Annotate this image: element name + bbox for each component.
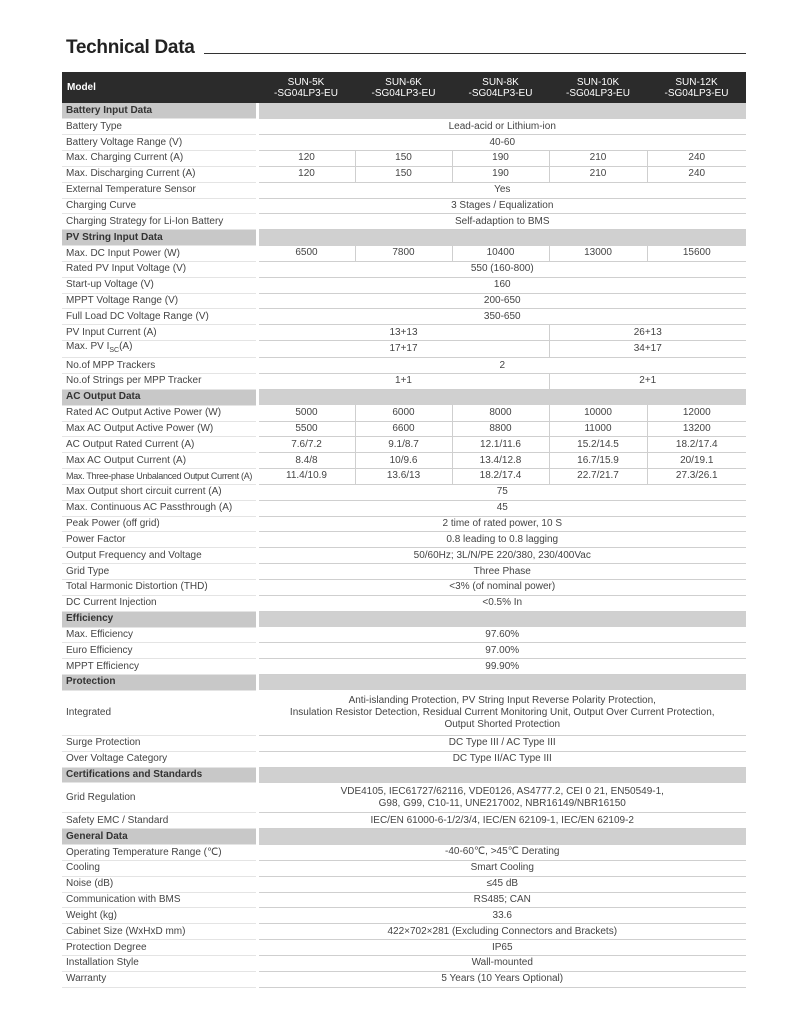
row-label: MPPT Voltage Range (V) — [62, 293, 257, 309]
model-column-header: SUN-12K -SG04LP3-EU — [647, 72, 746, 103]
title-rule — [204, 53, 746, 54]
cell-value: 9.1/8.7 — [355, 437, 452, 453]
row-label: Peak Power (off grid) — [62, 516, 257, 532]
row-label: DC Current Injection — [62, 595, 257, 611]
table-row — [62, 469, 746, 485]
table-row — [62, 564, 746, 580]
cell-value: 6000 — [355, 405, 452, 421]
cell-value: 75 — [257, 484, 746, 500]
row-label: Communication with BMS — [62, 892, 257, 908]
cell-value: Yes — [257, 182, 746, 198]
row-label: Grid Regulation — [62, 783, 257, 813]
cell-value: <0.5% In — [257, 595, 746, 611]
row-label: Max. DC Input Power (W) — [62, 246, 257, 262]
table-row — [62, 579, 746, 595]
cell-value: 10400 — [452, 246, 549, 262]
table-body — [62, 103, 746, 987]
model-column-header: SUN-10K -SG04LP3-EU — [549, 72, 647, 103]
cell-value: 97.00% — [257, 643, 746, 659]
model-column-header: SUN-5K -SG04LP3-EU — [257, 72, 355, 103]
cell-value: 190 — [452, 151, 549, 167]
row-label: Rated AC Output Active Power (W) — [62, 405, 257, 421]
row-label: Rated PV Input Voltage (V) — [62, 261, 257, 277]
cell-value: 8000 — [452, 405, 549, 421]
cell-value: Lead-acid or Lithium-ion — [257, 119, 746, 135]
row-label: Over Voltage Category — [62, 751, 257, 767]
table-row — [62, 198, 746, 214]
row-label-text: Max. PV I — [66, 341, 110, 353]
section-title: PV String Input Data — [62, 230, 257, 246]
row-label: Max. Charging Current (A) — [62, 151, 257, 167]
table-row — [62, 659, 746, 675]
cell-value: 34+17 — [549, 341, 746, 358]
table-row — [62, 358, 746, 374]
cell-value: 45 — [257, 500, 746, 516]
cell-value: 11.4/10.9 — [257, 469, 355, 485]
table-row — [62, 548, 746, 564]
cell-value: 12000 — [647, 405, 746, 421]
row-label: Full Load DC Voltage Range (V) — [62, 309, 257, 325]
table-row — [62, 182, 746, 198]
cell-value: 40-60 — [257, 135, 746, 151]
cell-value: 26+13 — [549, 325, 746, 341]
section-header-row — [62, 675, 746, 691]
cell-value: 7800 — [355, 246, 452, 262]
row-label: Installation Style — [62, 956, 257, 972]
cell-value: 240 — [647, 166, 746, 182]
table-row — [62, 813, 746, 829]
cell-value: 18.2/17.4 — [647, 437, 746, 453]
row-label: Weight (kg) — [62, 908, 257, 924]
cell-value: 1+1 — [257, 374, 549, 390]
table-row — [62, 119, 746, 135]
row-label: Operating Temperature Range (℃) — [62, 845, 257, 861]
cell-value: 2+1 — [549, 374, 746, 390]
section-fill — [257, 103, 746, 119]
cell-value: 3 Stages / Equalization — [257, 198, 746, 214]
cell-value: Self-adaption to BMS — [257, 214, 746, 230]
section-header-row — [62, 767, 746, 783]
table-row — [62, 516, 746, 532]
cell-value: 33.6 — [257, 908, 746, 924]
row-label: Max. Discharging Current (A) — [62, 166, 257, 182]
section-title: AC Output Data — [62, 389, 257, 405]
section-title: Battery Input Data — [62, 103, 257, 119]
section-title: Certifications and Standards — [62, 767, 257, 783]
cell-value: 5000 — [257, 405, 355, 421]
cell-value: 2 time of rated power, 10 S — [257, 516, 746, 532]
row-label: Euro Efficiency — [62, 643, 257, 659]
cell-value: 16.7/15.9 — [549, 453, 647, 469]
cell-value: Three Phase — [257, 564, 746, 580]
cell-value: 15600 — [647, 246, 746, 262]
row-label: Cooling — [62, 860, 257, 876]
table-row — [62, 421, 746, 437]
table-row — [62, 643, 746, 659]
table-row — [62, 735, 746, 751]
table-row — [62, 293, 746, 309]
row-label: Max AC Output Active Power (W) — [62, 421, 257, 437]
table-row — [62, 940, 746, 956]
section-title: General Data — [62, 829, 257, 845]
row-label: Safety EMC / Standard — [62, 813, 257, 829]
cell-value: <3% (of nominal power) — [257, 579, 746, 595]
table-row — [62, 261, 746, 277]
row-label: Power Factor — [62, 532, 257, 548]
table-row — [62, 453, 746, 469]
row-label: Max. Efficiency — [62, 627, 257, 643]
cell-value: 120 — [257, 151, 355, 167]
cell-value: VDE4105, IEC61727/62116, VDE0126, AS4777.2, CEI 0 21, EN50549-1, G98, G99, C10-11, UNE217002, NBR16149/NBR16150 — [257, 783, 746, 813]
row-label: Battery Type — [62, 119, 257, 135]
cell-value: 13.4/12.8 — [452, 453, 549, 469]
cell-value: 0.8 leading to 0.8 lagging — [257, 532, 746, 548]
header-row — [62, 72, 746, 103]
cell-value: Anti-islanding Protection, PV String Input Reverse Polarity Protection, Insulation Resistor Detection, Residual Current Monitoring Unit, Output Over Current Protection, Output Shorted Protection — [257, 690, 746, 735]
cell-value: 7.6/7.2 — [257, 437, 355, 453]
cell-value: IP65 — [257, 940, 746, 956]
table-row — [62, 246, 746, 262]
table-row — [62, 135, 746, 151]
table-row — [62, 500, 746, 516]
cell-value: 22.7/21.7 — [549, 469, 647, 485]
section-fill — [257, 829, 746, 845]
row-label-suffix: (A) — [119, 341, 133, 353]
page-title: Technical Data — [66, 37, 195, 58]
cell-value: 120 — [257, 166, 355, 182]
cell-value: -40-60℃, >45℃ Derating — [257, 845, 746, 861]
section-title: Protection — [62, 675, 257, 691]
cell-value: DC Type II/AC Type III — [257, 751, 746, 767]
table-row — [62, 783, 746, 813]
cell-value: 97.60% — [257, 627, 746, 643]
table-row — [62, 892, 746, 908]
table-row — [62, 971, 746, 987]
row-label: PV Input Current (A) — [62, 325, 257, 341]
cell-value: 5 Years (10 Years Optional) — [257, 971, 746, 987]
row-label: AC Output Rated Current (A) — [62, 437, 257, 453]
model-header: Model — [62, 72, 257, 103]
cell-value: 8.4/8 — [257, 453, 355, 469]
cell-value: RS485; CAN — [257, 892, 746, 908]
model-column-header: SUN-8K -SG04LP3-EU — [452, 72, 549, 103]
cell-value: 550 (160-800) — [257, 261, 746, 277]
row-label: Max. Continuous AC Passthrough (A) — [62, 500, 257, 516]
section-header-row — [62, 829, 746, 845]
cell-value: Smart Cooling — [257, 860, 746, 876]
cell-value: 17+17 — [257, 341, 549, 358]
cell-value: 150 — [355, 151, 452, 167]
table-row — [62, 908, 746, 924]
row-label: Start-up Voltage (V) — [62, 277, 257, 293]
table-row — [62, 214, 746, 230]
cell-value: 160 — [257, 277, 746, 293]
section-header-row — [62, 230, 746, 246]
cell-value: 99.90% — [257, 659, 746, 675]
table-row — [62, 484, 746, 500]
section-fill — [257, 675, 746, 691]
table-row — [62, 627, 746, 643]
cell-value: 240 — [647, 151, 746, 167]
table-row — [62, 277, 746, 293]
row-label: Surge Protection — [62, 735, 257, 751]
row-label: Total Harmonic Distortion (THD) — [62, 579, 257, 595]
cell-value: 5500 — [257, 421, 355, 437]
row-label: External Temperature Sensor — [62, 182, 257, 198]
cell-value: 150 — [355, 166, 452, 182]
table-row — [62, 437, 746, 453]
row-label: Charging Strategy for Li-Ion Battery — [62, 214, 257, 230]
cell-value: 50/60Hz; 3L/N/PE 220/380, 230/400Vac — [257, 548, 746, 564]
cell-value: 13000 — [549, 246, 647, 262]
table-row — [62, 151, 746, 167]
cell-value: 350-650 — [257, 309, 746, 325]
table-row — [62, 532, 746, 548]
cell-value: 11000 — [549, 421, 647, 437]
cell-value: 13+13 — [257, 325, 549, 341]
technical-data-table — [62, 72, 746, 988]
section-fill — [257, 611, 746, 627]
cell-value: 10/9.6 — [355, 453, 452, 469]
section-fill — [257, 389, 746, 405]
table-row — [62, 860, 746, 876]
cell-value: 20/19.1 — [647, 453, 746, 469]
row-label: Max AC Output Current (A) — [62, 453, 257, 469]
model-column-header: SUN-6K -SG04LP3-EU — [355, 72, 452, 103]
section-header-row — [62, 103, 746, 119]
cell-value: 12.1/11.6 — [452, 437, 549, 453]
cell-value: 210 — [549, 151, 647, 167]
row-label: Max Output short circuit current (A) — [62, 484, 257, 500]
row-label: Grid Type — [62, 564, 257, 580]
row-label: Charging Curve — [62, 198, 257, 214]
row-label: Protection Degree — [62, 940, 257, 956]
table-row — [62, 374, 746, 390]
table-row — [62, 751, 746, 767]
table-row — [62, 845, 746, 861]
table-row — [62, 309, 746, 325]
row-label-subscript: SC — [109, 347, 120, 355]
table-row — [62, 325, 746, 341]
cell-value: 13.6/13 — [355, 469, 452, 485]
cell-value: 27.3/26.1 — [647, 469, 746, 485]
row-label: Warranty — [62, 971, 257, 987]
cell-value: ≤45 dB — [257, 876, 746, 892]
table-row — [62, 166, 746, 182]
cell-value: 190 — [452, 166, 549, 182]
section-title: Efficiency — [62, 611, 257, 627]
table-row — [62, 405, 746, 421]
cell-value: DC Type III / AC Type III — [257, 735, 746, 751]
cell-value: 6600 — [355, 421, 452, 437]
row-label: Battery Voltage Range (V) — [62, 135, 257, 151]
cell-value: 422×702×281 (Excluding Connectors and Brackets) — [257, 924, 746, 940]
cell-value: 8800 — [452, 421, 549, 437]
section-fill — [257, 767, 746, 783]
row-label: Integrated — [62, 690, 257, 735]
row-label: No.of MPP Trackers — [62, 358, 257, 374]
cell-value: 200-650 — [257, 293, 746, 309]
table-row — [62, 956, 746, 972]
table-row — [62, 595, 746, 611]
row-label: Output Frequency and Voltage — [62, 548, 257, 564]
cell-value: Wall-mounted — [257, 956, 746, 972]
table-row — [62, 341, 746, 358]
row-label: Noise (dB) — [62, 876, 257, 892]
cell-value: 210 — [549, 166, 647, 182]
row-label: Max. Three-phase Unbalanced Output Current (A) — [62, 469, 257, 485]
row-label: Cabinet Size (WxHxD mm) — [62, 924, 257, 940]
row-label: MPPT Efficiency — [62, 659, 257, 675]
table-row — [62, 690, 746, 735]
section-fill — [257, 230, 746, 246]
table-row — [62, 924, 746, 940]
cell-value: 2 — [257, 358, 746, 374]
cell-value: IEC/EN 61000-6-1/2/3/4, IEC/EN 62109-1, IEC/EN 62109-2 — [257, 813, 746, 829]
table-row — [62, 876, 746, 892]
row-label — [62, 341, 257, 358]
cell-value: 15.2/14.5 — [549, 437, 647, 453]
cell-value: 6500 — [257, 246, 355, 262]
row-label: No.of Strings per MPP Tracker — [62, 374, 257, 390]
section-header-row — [62, 611, 746, 627]
cell-value: 13200 — [647, 421, 746, 437]
cell-value: 10000 — [549, 405, 647, 421]
section-header-row — [62, 389, 746, 405]
cell-value: 18.2/17.4 — [452, 469, 549, 485]
